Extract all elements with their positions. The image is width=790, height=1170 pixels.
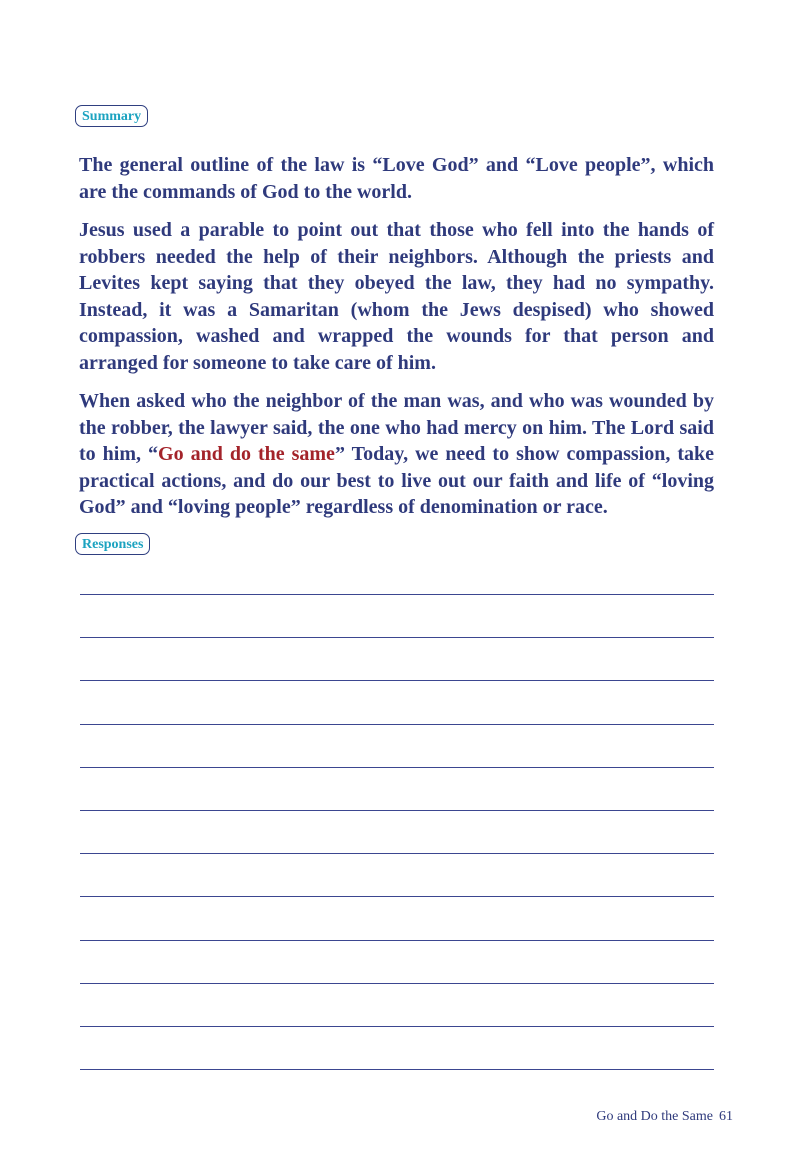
summary-body <box>79 152 714 533</box>
response-line[interactable] <box>80 983 714 984</box>
highlighted-phrase: Go and do the same <box>158 443 335 465</box>
response-line[interactable] <box>80 594 714 595</box>
response-line[interactable] <box>80 680 714 681</box>
summary-section-tag: Summary <box>75 105 148 127</box>
page-number: 61 <box>719 1109 733 1124</box>
footer-chapter-title: Go and Do the Same <box>596 1109 713 1124</box>
response-line[interactable] <box>80 724 714 725</box>
response-line[interactable] <box>80 853 714 854</box>
summary-paragraph-3-after: ” Today, we need to show compassion, take practical actions, and do our best to live out our faith and life of “loving God” and “loving people” regardless of denomination or race. <box>79 443 715 518</box>
response-line[interactable] <box>80 637 714 638</box>
page-footer <box>596 1109 733 1125</box>
responses-section-tag: Responses <box>75 533 150 555</box>
response-line[interactable] <box>80 767 714 768</box>
response-line[interactable] <box>80 1069 714 1070</box>
response-line[interactable] <box>80 810 714 811</box>
summary-paragraph-3 <box>79 388 714 521</box>
response-line[interactable] <box>80 1026 714 1027</box>
response-line[interactable] <box>80 896 714 897</box>
summary-paragraph-3-before: When asked who the neighbor of the man was, and who was wounded by the robber, the lawyer said, the one who had mercy on him. The Lord said to him, “ <box>79 390 714 465</box>
summary-paragraph-2: Jesus used a parable to point out that those who fell into the hands of robbers needed the help of their neighbors. Although the priests and Levites kept saying that they obeyed the law, they had no sympathy. Instead, it was a Samaritan (whom the Jews despised) who showed compassion, washed and wrapped the wounds for that person and arranged for someone to take care of him. <box>79 219 714 374</box>
response-line[interactable] <box>80 940 714 941</box>
summary-paragraph-1: The general outline of the law is “Love God” and “Love people”, which are the commands of God to the world. <box>79 154 714 203</box>
